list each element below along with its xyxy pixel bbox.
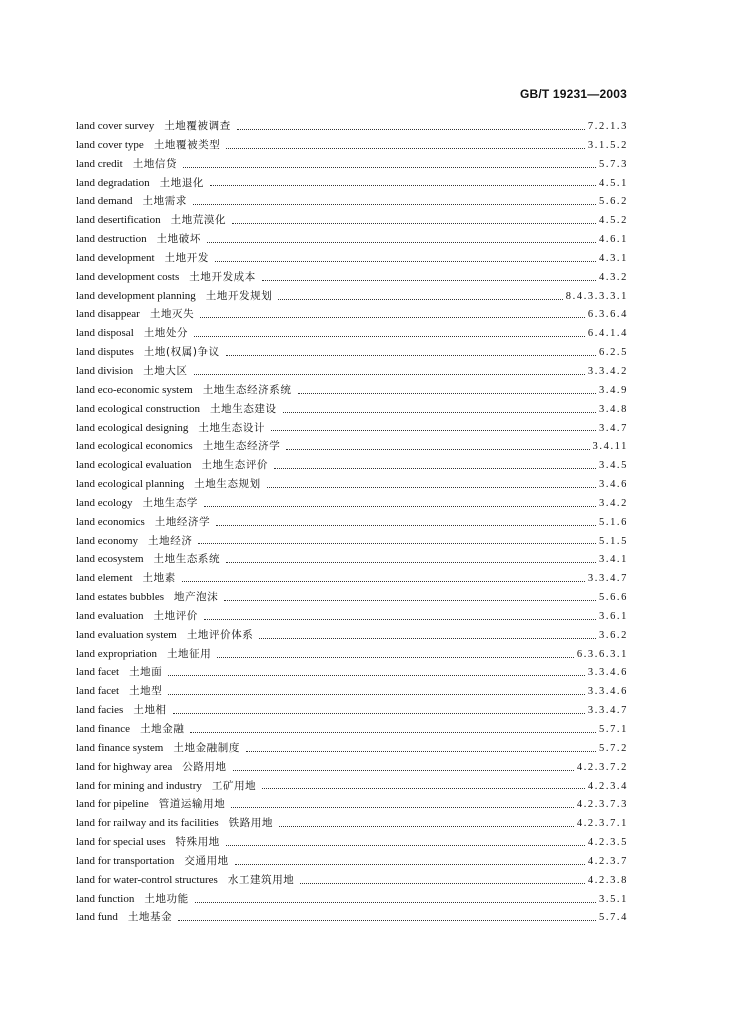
section-reference: 3.3.4.6 [587,667,628,679]
chinese-term: 土地征用 [166,647,212,660]
english-term: land facet [76,666,120,679]
english-term: land finance [76,723,131,735]
dot-leader [237,129,585,130]
dot-leader [216,525,596,526]
dot-leader [259,638,596,639]
chinese-term: 土地相 [133,704,167,717]
dot-leader [300,883,585,884]
section-reference: 4.2.3.5 [587,837,628,849]
index-entry [76,795,628,814]
english-term: land function [76,892,135,905]
chinese-term: 土地评价 [153,609,198,622]
chinese-term: 土地生态经济系统 [202,383,292,396]
section-reference: 3.3.4.2 [587,365,628,377]
english-term: land eco-economic system [76,383,193,396]
english-term: land for railway and its facilities [76,817,219,830]
chinese-term: 土地面 [129,666,163,679]
index-entry [76,268,628,287]
section-reference: 4.6.1 [599,234,628,246]
dot-leader [271,430,596,431]
section-reference: 4.5.2 [599,215,628,227]
index-entry [76,117,628,136]
index-entry [76,494,628,513]
section-reference: 3.4.11 [592,441,628,453]
chinese-term: 工矿用地 [211,779,257,792]
english-term: land for pipeline [76,798,149,811]
dot-leader [168,694,585,695]
index-entry [76,682,628,701]
section-reference: 4.3.2 [599,271,628,283]
chinese-term: 土地生态规划 [194,478,261,491]
chinese-term: 土地灭失 [149,308,195,321]
english-term: land ecology [76,496,133,509]
dot-leader [204,619,596,620]
english-term: land for special uses [76,836,166,849]
dot-leader [215,261,596,262]
english-term: land development costs [76,270,180,283]
term-index-list [76,117,628,927]
index-entry [76,324,628,343]
index-entry [76,532,628,551]
chinese-term: 土地生态系统 [153,553,221,566]
section-reference: 6.3.6.4 [587,309,628,321]
dot-leader [217,657,573,658]
section-reference: 3.4.6 [599,479,628,491]
english-term: land facies [76,704,124,717]
chinese-term: 土地金融制度 [173,741,240,754]
dot-leader [226,562,596,563]
section-reference: 6.3.6.3.1 [576,648,628,660]
chinese-term: 土地基金 [127,911,173,924]
dot-leader [210,185,596,186]
section-reference: 4.3.1 [599,252,628,264]
index-entry [76,626,628,645]
english-term: land economics [76,515,145,528]
chinese-term: 土地生态经济学 [202,440,281,453]
chinese-term: 土地生态设计 [198,421,266,434]
chinese-term: 土地经济学 [154,515,211,528]
section-reference: 5.7.3 [599,158,628,170]
english-term: land development [76,251,155,264]
dot-leader [204,506,596,507]
chinese-term: 公路用地 [182,760,227,773]
dot-leader [183,167,596,168]
dot-leader [193,204,596,205]
chinese-term: 土地经济 [148,534,193,547]
chinese-term: 土地退化 [159,176,205,189]
english-term: land cover type [76,138,144,151]
dot-leader [226,845,585,846]
chinese-term: 土地开发规划 [205,289,273,302]
chinese-term: 土地处分 [143,327,189,340]
index-entry [76,701,628,720]
dot-leader [262,788,585,789]
english-term: land finance system [76,741,164,754]
index-entry [76,833,628,852]
dot-leader [194,374,585,375]
index-entry [76,305,628,324]
section-reference: 3.6.2 [599,629,628,641]
english-term: land destruction [76,233,147,246]
dot-leader [262,280,596,281]
section-reference: 8.4.3.3.3.1 [565,290,628,302]
chinese-term: 土地大区 [143,364,188,377]
section-reference: 3.3.4.7 [587,573,628,585]
english-term: land estates bubbles [76,591,164,604]
english-term: land disputes [76,346,134,359]
chinese-term: 土地破坏 [156,233,201,246]
index-entry [76,362,628,381]
english-term: land facet [76,685,120,698]
dot-leader [200,317,585,318]
english-term: land desertification [76,214,161,227]
section-reference: 3.5.1 [599,893,628,905]
index-entry [76,739,628,758]
chinese-term: 土地生态建设 [210,402,277,415]
index-entry [76,456,628,475]
english-term: land economy [76,534,139,547]
section-reference: 4.2.3.7.3 [576,799,628,811]
dot-leader [182,581,585,582]
index-entry [76,249,628,268]
section-reference: 3.4.9 [599,384,628,396]
english-term: land disposal [76,327,134,340]
section-reference: 4.2.3.8 [587,874,628,886]
index-entry [76,890,628,909]
chinese-term: 土地信贷 [132,157,178,170]
index-entry [76,777,628,796]
dot-leader [168,675,585,676]
index-entry [76,550,628,569]
chinese-term: 土地金融 [140,723,185,735]
english-term: land cover survey [76,120,155,132]
chinese-term: 土地覆被调查 [164,120,231,132]
chinese-term: 土地生态学 [142,496,199,509]
english-term: land evaluation system [76,628,177,641]
dot-leader [198,543,596,544]
dot-leader [246,751,596,752]
section-reference: 5.7.2 [599,742,628,754]
index-entry [76,287,628,306]
english-term: land ecological economics [76,440,193,453]
english-term: land development planning [76,289,196,302]
english-term: land degradation [76,176,150,189]
chinese-term: 交通用地 [184,854,229,867]
index-entry [76,663,628,682]
dot-leader [267,487,596,488]
index-entry [76,908,628,927]
chinese-term: 管道运输用地 [158,798,226,811]
index-entry [76,607,628,626]
index-entry [76,475,628,494]
section-reference: 5.7.1 [599,724,628,735]
index-entry [76,174,628,193]
section-reference: 7.2.1.3 [587,121,628,132]
dot-leader [235,864,585,865]
index-entry [76,814,628,833]
chinese-term: 土地覆被类型 [153,138,221,151]
english-term: land for highway area [76,760,173,773]
section-reference: 5.1.6 [599,516,628,528]
english-term: land for water-control structures [76,873,218,886]
section-reference: 6.4.1.4 [587,328,628,340]
english-term: land demand [76,195,133,208]
chinese-term: 地产泡沫 [173,591,219,604]
english-term: land for mining and industry [76,779,202,792]
section-reference: 3.6.1 [599,610,628,622]
chinese-term: 土地开发成本 [189,270,256,283]
dot-leader [190,732,596,733]
chinese-term: 土地需求 [142,195,187,208]
english-term: land ecological planning [76,478,185,491]
dot-leader [173,713,585,714]
section-reference: 3.4.1 [599,554,628,566]
index-entry [76,852,628,871]
section-reference: 3.3.4.6 [587,686,628,698]
dot-leader [279,826,574,827]
section-reference: 3.4.5 [599,460,628,472]
index-entry [76,136,628,155]
section-reference: 5.6.6 [599,592,628,604]
english-term: land ecosystem [76,553,144,566]
chinese-term: 土地素 [142,572,176,585]
section-reference: 3.3.4.7 [587,705,628,717]
index-entry [76,720,628,739]
chinese-term: 土地生态评价 [201,459,269,472]
index-entry [76,343,628,362]
section-reference: 6.2.5 [599,347,628,359]
index-entry [76,569,628,588]
dot-leader [283,412,596,413]
section-reference: 5.6.2 [599,196,628,208]
index-entry [76,155,628,174]
chinese-term: 特殊用地 [175,836,220,849]
chinese-term: 土地荒漠化 [170,214,227,227]
dot-leader [207,242,596,243]
english-term: land ecological evaluation [76,459,192,472]
section-reference: 3.4.7 [599,422,628,434]
section-reference: 4.5.1 [599,177,628,189]
chinese-term: 铁路用地 [228,817,274,830]
chinese-term: 水工建筑用地 [227,873,295,886]
english-term: land credit [76,157,123,170]
section-reference: 4.2.3.7 [587,855,628,867]
dot-leader [233,770,574,771]
english-term: land disappear [76,308,140,321]
english-term: land ecological construction [76,402,201,415]
chinese-term: 土地开发 [164,251,209,264]
chinese-term: 土地(权属)争议 [143,346,220,359]
english-term: land ecological designing [76,421,189,434]
dot-leader [226,148,585,149]
section-reference: 4.2.3.7.2 [576,761,628,773]
index-entry [76,871,628,890]
dot-leader [178,920,596,921]
dot-leader [232,223,596,224]
index-entry [76,230,628,249]
english-term: land evaluation [76,609,144,622]
section-reference: 4.2.3.4 [587,780,628,792]
section-reference: 3.4.2 [599,497,628,509]
dot-leader [226,355,596,356]
dot-leader [278,299,562,300]
chinese-term: 土地型 [129,685,163,698]
dot-leader [224,600,596,601]
index-entry [76,588,628,607]
chinese-term: 土地评价体系 [186,628,254,641]
index-entry [76,645,628,664]
section-reference: 3.4.8 [599,403,628,415]
dot-leader [231,807,574,808]
english-term: land fund [76,911,118,924]
index-entry [76,192,628,211]
dot-leader [274,468,596,469]
section-reference: 4.2.3.7.1 [576,818,628,830]
standard-number-header: GB/T 19231—2003 [519,87,627,101]
index-entry [76,419,628,438]
english-term: land element [76,572,133,585]
chinese-term: 土地功能 [144,892,189,905]
dot-leader [298,393,597,394]
section-reference: 5.1.5 [599,535,628,547]
dot-leader [195,902,596,903]
index-entry [76,400,628,419]
index-entry [76,758,628,777]
section-reference: 5.7.4 [599,912,628,924]
english-term: land division [76,364,134,377]
dot-leader [194,336,585,337]
index-entry [76,211,628,230]
index-entry [76,437,628,456]
dot-leader [286,449,589,450]
index-entry [76,381,628,400]
section-reference: 3.1.5.2 [587,139,628,151]
english-term: land for transportation [76,854,175,867]
english-term: land expropriation [76,647,157,660]
index-entry [76,513,628,532]
